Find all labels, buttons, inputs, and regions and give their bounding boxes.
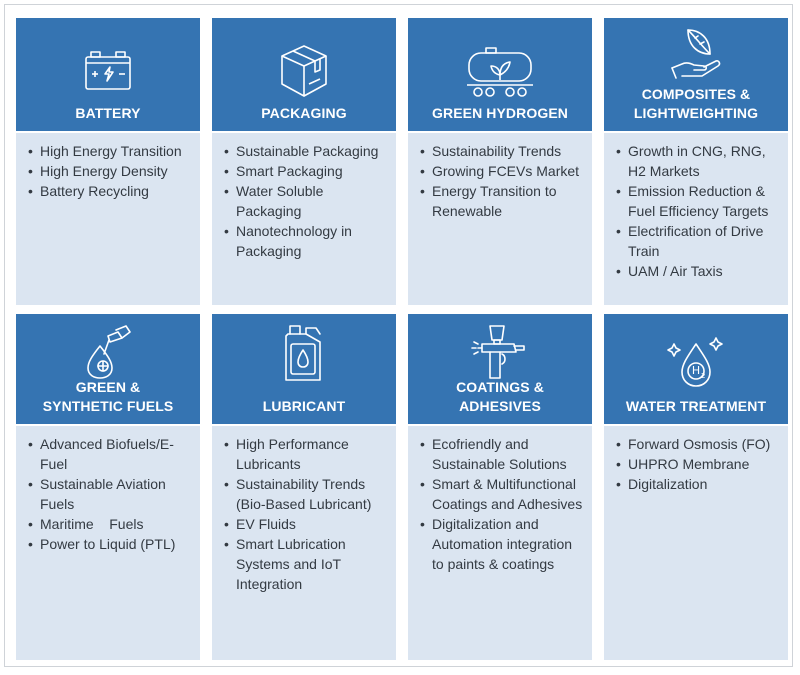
list-item: • Sustainable Aviation Fuels bbox=[28, 474, 194, 514]
card-water-treatment bbox=[604, 314, 788, 660]
list-item: • Electrification of Drive Train bbox=[616, 221, 782, 261]
list-item: • Emission Reduction & Fuel Efficiency Targets bbox=[616, 181, 782, 221]
oil-can-icon bbox=[276, 320, 332, 384]
hydrogen-tank-icon bbox=[464, 45, 536, 101]
card-lubricant bbox=[212, 314, 396, 660]
card-packaging bbox=[212, 18, 396, 305]
list-item: • Ecofriendly and Sustainable Solutions bbox=[420, 434, 586, 474]
card-title: GREEN & SYNTHETIC FUELS bbox=[42, 379, 174, 414]
list-item: • Water Soluble Packaging bbox=[224, 181, 390, 221]
list-item: • Growth in CNG, RNG, H2 Markets bbox=[616, 141, 782, 181]
box-icon bbox=[276, 40, 332, 100]
list-item: • Digitalization and Automation integration to paints & coatings bbox=[420, 514, 586, 574]
list-item: • Sustainability Trends bbox=[420, 141, 586, 161]
card-battery bbox=[16, 18, 200, 305]
list-item: • Nanotechnology in Packaging bbox=[224, 221, 390, 261]
card-green-hydrogen bbox=[408, 18, 592, 305]
card-title: PACKAGING bbox=[261, 105, 347, 121]
list-item: • Smart Packaging bbox=[224, 161, 390, 181]
card-body bbox=[408, 133, 592, 305]
card-title: LUBRICANT bbox=[262, 398, 346, 414]
list-item: • UAM / Air Taxis bbox=[616, 261, 782, 281]
list-item: • EV Fluids bbox=[224, 514, 390, 534]
bullet-list bbox=[420, 141, 586, 221]
card-body bbox=[604, 426, 788, 660]
bullet-list bbox=[616, 141, 782, 281]
list-item: • Sustainable Packaging bbox=[224, 141, 390, 161]
card-header bbox=[16, 314, 200, 424]
card-body bbox=[16, 426, 200, 660]
card-header bbox=[604, 314, 788, 424]
list-item: • Maritime Fuels bbox=[28, 514, 194, 534]
list-item: • High Energy Density bbox=[28, 161, 194, 181]
card-title: BATTERY bbox=[75, 105, 141, 121]
card-header bbox=[408, 18, 592, 131]
card-header bbox=[212, 314, 396, 424]
card-body bbox=[16, 133, 200, 305]
card-body bbox=[604, 133, 788, 305]
list-item: • High Energy Transition bbox=[28, 141, 194, 161]
list-item: • Growing FCEVs Market bbox=[420, 161, 586, 181]
bullet-list bbox=[616, 434, 782, 494]
list-item: • Power to Liquid (PTL) bbox=[28, 534, 194, 554]
bullet-list bbox=[224, 141, 390, 261]
list-item: • Battery Recycling bbox=[28, 181, 194, 201]
svg-text:2: 2 bbox=[701, 372, 706, 380]
bullet-list bbox=[28, 141, 194, 201]
list-item: • Energy Transition to Renewable bbox=[420, 181, 586, 221]
list-item: • Sustainability Trends (Bio-Based Lubricant) bbox=[224, 474, 390, 514]
card-title: COMPOSITES & LIGHTWEIGHTING bbox=[633, 86, 759, 121]
card-composites-lightweighting bbox=[604, 18, 788, 305]
card-body bbox=[408, 426, 592, 660]
card-title: COATINGS & ADHESIVES bbox=[456, 379, 544, 414]
bullet-list bbox=[224, 434, 390, 594]
list-item: • UHPRO Membrane bbox=[616, 454, 782, 474]
fuel-nozzle-icon bbox=[78, 320, 138, 380]
card-header bbox=[408, 314, 592, 424]
battery-icon bbox=[80, 43, 136, 99]
diagram-frame bbox=[4, 4, 793, 667]
list-item: • High Performance Lubricants bbox=[224, 434, 390, 474]
card-header bbox=[16, 18, 200, 131]
card-green-synthetic-fuels bbox=[16, 314, 200, 660]
list-item: • Smart & Multifunctional Coatings and Adhesives bbox=[420, 474, 586, 514]
card-title: GREEN HYDROGEN bbox=[432, 105, 568, 121]
list-item: • Forward Osmosis (FO) bbox=[616, 434, 782, 454]
leaf-hand-icon bbox=[666, 24, 726, 84]
water-drop-icon bbox=[666, 334, 726, 398]
card-header bbox=[212, 18, 396, 131]
card-header bbox=[604, 18, 788, 131]
card-title: WATER TREATMENT bbox=[625, 398, 767, 414]
svg-text:H: H bbox=[691, 364, 701, 377]
spray-gun-icon bbox=[470, 322, 530, 382]
card-coatings-adhesives bbox=[408, 314, 592, 660]
card-body bbox=[212, 133, 396, 305]
bullet-list bbox=[28, 434, 194, 554]
list-item: • Advanced Biofuels/E-Fuel bbox=[28, 434, 194, 474]
list-item: • Digitalization bbox=[616, 474, 782, 494]
bullet-list bbox=[420, 434, 586, 574]
list-item: • Smart Lubrication Systems and IoT Integration bbox=[224, 534, 390, 594]
card-body bbox=[212, 426, 396, 660]
